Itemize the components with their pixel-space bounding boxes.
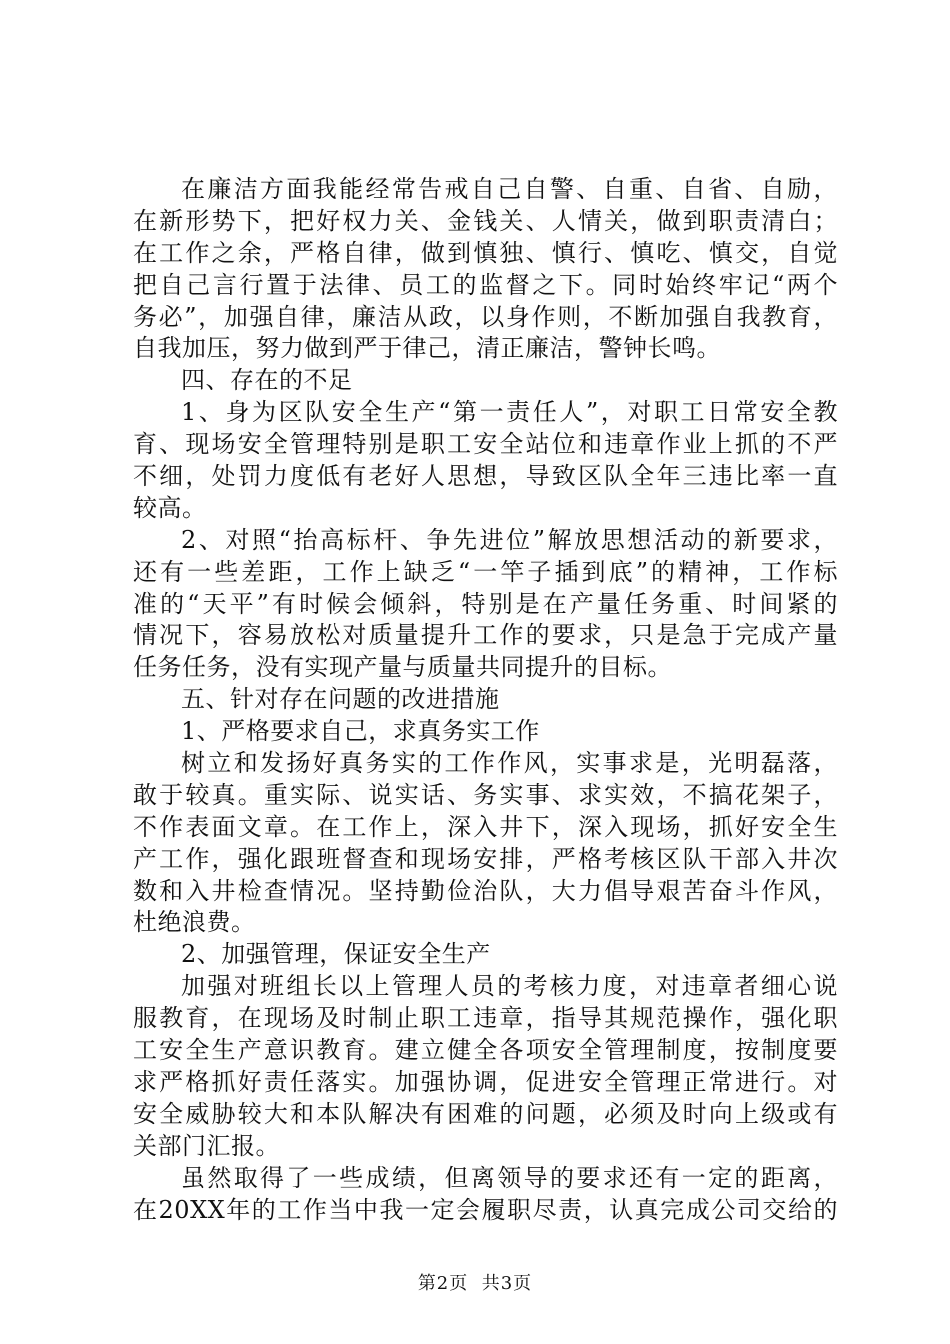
text-line: 产工作，强化跟班督查和现场安排，严格考核区队干部入井次	[133, 844, 838, 873]
text-line: 务必”，加强自律，廉洁从政，以身作则，不断加强自我教育，	[133, 302, 838, 331]
text-line: 数和入井检查情况。坚持勤俭治队，大力倡导艰苦奋斗作风，	[133, 876, 838, 905]
text-line: 在工作之余，严格自律，做到慎独、慎行、慎吃、慎交，自觉	[133, 238, 838, 267]
page-number-label: 第2页 共3页	[417, 1273, 533, 1294]
text-line: 任务任务，没有实现产量与质量共同提升的目标。	[133, 653, 672, 682]
page-footer	[0, 1272, 950, 1296]
text-line: 敢于较真。重实际、说实话、务实事、求实效，不搞花架子，	[133, 780, 838, 809]
text-line: 工安全生产意识教育。建立健全各项安全管理制度，按制度要	[133, 1036, 838, 1065]
text-line: 求严格抓好责任落实。加强协调，促进安全管理正常进行。对	[133, 1067, 838, 1096]
text-line: 服教育，在现场及时制止职工违章，指导其规范操作，强化职	[133, 1004, 838, 1033]
text-line: 2、加强管理，保证安全生产	[181, 940, 491, 969]
text-line: 四、存在的不足	[181, 366, 353, 395]
document-body	[133, 174, 838, 1226]
text-line: 安全威胁较大和本队解决有困难的问题，必须及时向上级或有	[133, 1099, 838, 1128]
text-line: 五、针对存在问题的改进措施	[181, 685, 500, 714]
text-line: 1、严格要求自己，求真务实工作	[181, 717, 540, 746]
text-line: 把自己言行置于法律、员工的监督之下。同时始终牢记“两个	[133, 270, 838, 299]
text-line: 2、对照“抬高标杆、争先进位”解放思想活动的新要求，	[181, 525, 838, 554]
text-line: 情况下，容易放松对质量提升工作的要求，只是急于完成产量	[133, 621, 838, 650]
text-line: 不细，处罚力度低有老好人思想，导致区队全年三违比率一直	[133, 462, 838, 491]
text-line: 育、现场安全管理特别是职工安全站位和违章作业上抓的不严	[133, 430, 838, 459]
text-line: 关部门汇报。	[133, 1131, 280, 1160]
text-line: 杜绝浪费。	[133, 908, 256, 937]
text-line: 不作表面文章。在工作上，深入井下，深入现场，抓好安全生	[133, 812, 838, 841]
text-line: 在20XX年的工作当中我一定会履职尽责，认真完成公司交给的	[133, 1195, 838, 1224]
text-line: 树立和发扬好真务实的工作作风，实事求是，光明磊落，	[181, 749, 838, 778]
text-line: 自我加压，努力做到严于律己，清正廉洁，警钟长鸣。	[133, 334, 721, 363]
text-line: 在廉洁方面我能经常告戒自己自警、自重、自省、自励，	[181, 175, 838, 203]
text-line: 准的“天平”有时候会倾斜，特别是在产量任务重、时间紧的	[133, 589, 838, 618]
text-line: 加强对班组长以上管理人员的考核力度，对违章者细心说	[181, 972, 838, 1001]
text-line: 虽然取得了一些成绩，但离领导的要求还有一定的距离，	[181, 1163, 838, 1192]
text-line: 还有一些差距，工作上缺乏“一竿子插到底”的精神，工作标	[133, 557, 838, 586]
text-line: 在新形势下，把好权力关、金钱关、人情关，做到职责清白；	[133, 206, 838, 235]
text-line: 较高。	[133, 493, 207, 522]
text-line: 1、身为区队安全生产“第一责任人”，对职工日常安全教	[181, 398, 838, 427]
